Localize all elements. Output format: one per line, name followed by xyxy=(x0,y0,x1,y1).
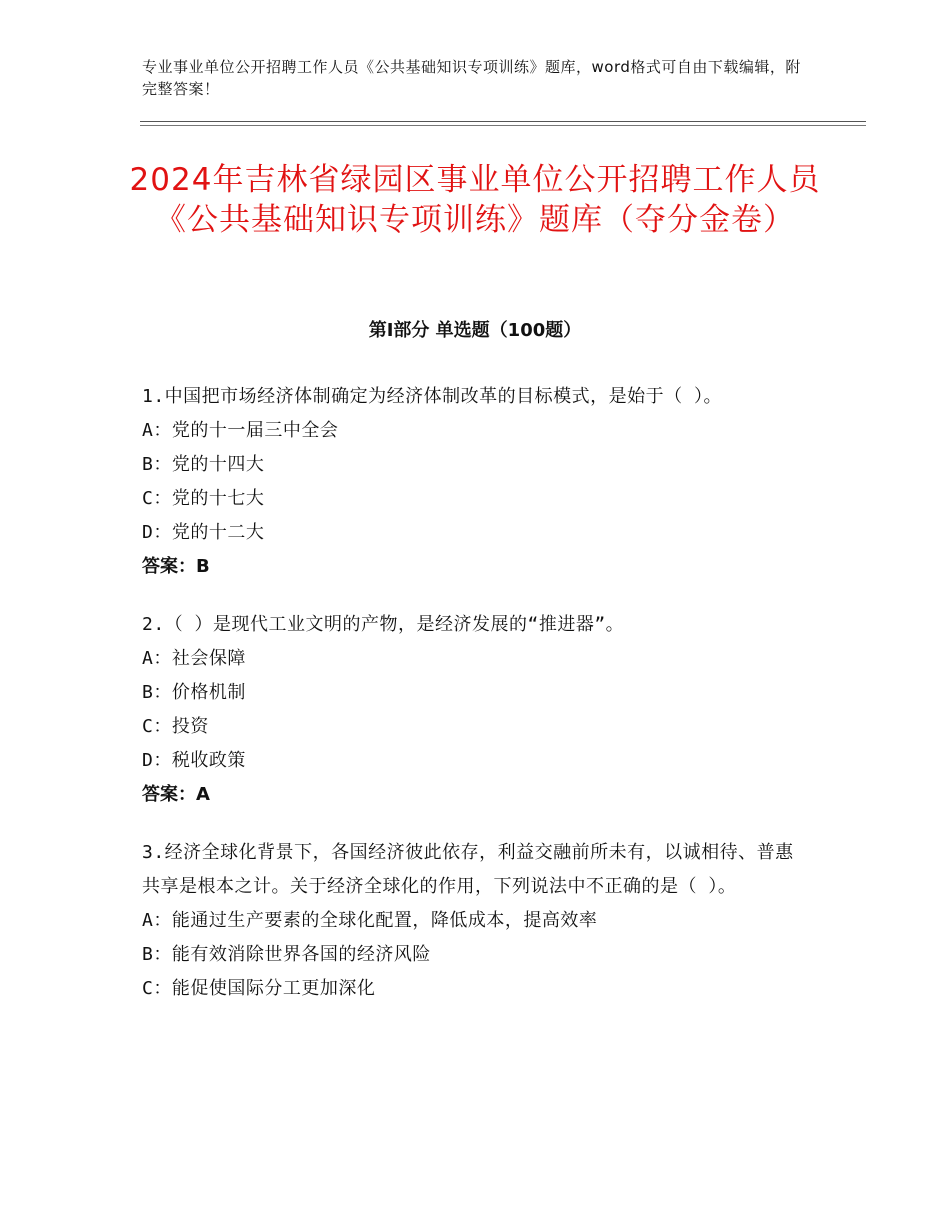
option-b: B：党的十四大 xyxy=(142,454,265,475)
option-d: D：税收政策 xyxy=(142,750,246,771)
section-title: 第Ⅰ部分 单选题（100题） xyxy=(368,320,582,341)
question-answer: 答案：B xyxy=(142,556,210,577)
option-a: A：党的十一届三中全会 xyxy=(142,420,339,441)
option-a: A：社会保障 xyxy=(142,648,246,669)
header-note: 专业事业单位公开招聘工作人员《公共基础知识专项训练》题库，word格式可自由下载编辑，附完整答案！ xyxy=(142,58,801,98)
question-stem: 2.（ ）是现代工业文明的产物，是经济发展的“推进器”。 xyxy=(142,614,625,635)
option-c: C：能促使国际分工更加深化 xyxy=(142,978,376,999)
question-stem: 1.中国把市场经济体制确定为经济体制改革的目标模式，是始于（ ）。 xyxy=(142,386,723,407)
document-title: 2024年吉林省绿园区事业单位公开招聘工作人员《公共基础知识专项训练》题库（夺分金卷） xyxy=(129,162,821,238)
question-2 xyxy=(142,608,812,812)
option-b: B：价格机制 xyxy=(142,682,246,703)
option-c: C：投资 xyxy=(142,716,209,737)
question-list xyxy=(142,380,812,1030)
question-answer: 答案：A xyxy=(142,784,210,805)
header-divider xyxy=(140,121,866,122)
option-b: B：能有效消除世界各国的经济风险 xyxy=(142,944,431,965)
question-1 xyxy=(142,380,812,584)
option-d: D：党的十二大 xyxy=(142,522,265,543)
header-divider-secondary xyxy=(140,125,866,126)
option-c: C：党的十七大 xyxy=(142,488,265,509)
question-stem: 3.经济全球化背景下，各国经济彼此依存，利益交融前所未有，以诚相待、普惠共享是根本之计。关于经济全球化的作用，下列说法中不正确的是（ ）。 xyxy=(142,842,794,897)
option-a: A：能通过生产要素的全球化配置，降低成本，提高效率 xyxy=(142,910,598,931)
question-3 xyxy=(142,836,812,1006)
